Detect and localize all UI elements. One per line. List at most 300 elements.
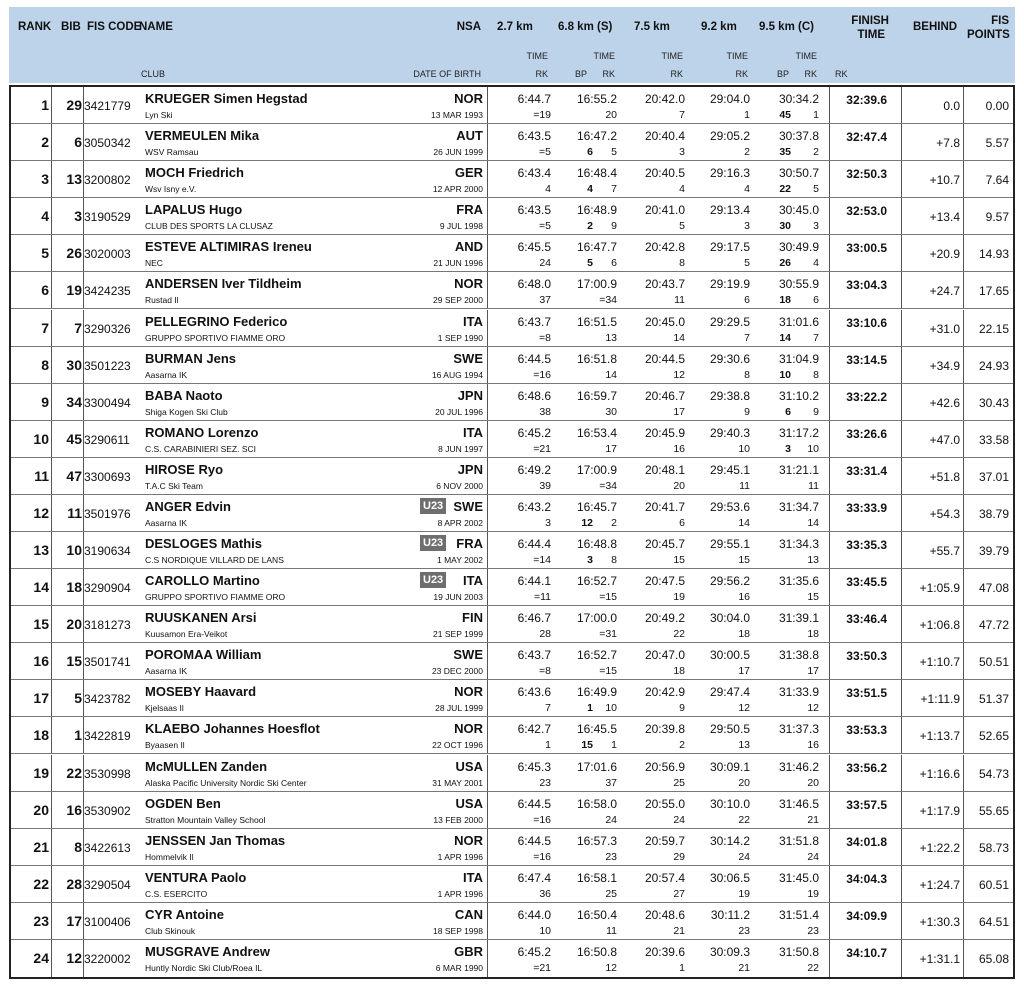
split-1-time: 6:44.5 xyxy=(517,796,551,811)
split-3-rank: 11 xyxy=(674,294,685,307)
column-divider xyxy=(901,272,902,308)
athlete-name: BURMAN Jens xyxy=(145,350,237,366)
split-2-rank: 14 xyxy=(605,368,617,381)
split-1-time: 6:45.2 xyxy=(517,944,551,959)
nation-code: FIN xyxy=(462,610,483,626)
split-3-time: 20:49.2 xyxy=(644,611,685,626)
result-row xyxy=(11,903,1013,940)
result-row xyxy=(11,421,1013,458)
result-row xyxy=(11,532,1013,569)
column-divider xyxy=(963,792,964,828)
bib-number: 8 xyxy=(74,838,82,855)
split-2-time: 16:45.7 xyxy=(576,499,617,514)
split-1-rank: =16 xyxy=(533,850,551,863)
split-1-time: 6:44.4 xyxy=(517,537,551,551)
column-divider xyxy=(901,569,902,605)
time-behind: +1:31.1 xyxy=(919,951,960,966)
result-row xyxy=(11,643,1013,680)
athlete-name: ROMANO Lorenzo xyxy=(145,424,259,440)
club-name: C.S. ESERCITO xyxy=(145,888,208,899)
split-2-time: 16:47.2 xyxy=(576,129,617,144)
split-3-time: 20:42.9 xyxy=(644,685,685,700)
split-5-time-label: TIME xyxy=(795,51,817,61)
split-2-rank: 20 xyxy=(605,109,617,121)
column-divider xyxy=(901,680,902,716)
finish-time: 33:56.2 xyxy=(846,760,887,775)
split-4-time: 30:14.2 xyxy=(709,833,750,848)
bib-number: 10 xyxy=(66,542,82,558)
athlete-name: PELLEGRINO Federico xyxy=(145,313,288,329)
split-2-rank-label: RK xyxy=(602,69,615,79)
fis-points: 65.08 xyxy=(978,951,1009,966)
finish-time: 33:33.9 xyxy=(846,500,887,515)
column-divider xyxy=(901,87,902,123)
split-1-rank: =14 xyxy=(533,554,551,566)
fis-code: 3422819 xyxy=(84,729,131,744)
split-2-rank: 17 xyxy=(605,442,617,455)
column-divider xyxy=(963,310,964,346)
bib-number: 3 xyxy=(74,208,82,225)
split-2-time: 16:58.0 xyxy=(576,796,617,811)
results-table xyxy=(9,85,1015,979)
split-4-rank: 3 xyxy=(744,220,750,233)
rank: 3 xyxy=(41,171,49,188)
split-5-time: 31:04.9 xyxy=(778,351,819,366)
split-1-rank: =8 xyxy=(539,665,551,678)
finish-time: 33:45.5 xyxy=(846,575,887,590)
time-behind: +1:10.7 xyxy=(919,655,960,670)
split-1-time: 6:43.5 xyxy=(517,129,551,144)
bib-number: 6 xyxy=(74,134,82,151)
split-2-rank: 25 xyxy=(605,887,617,900)
column-divider xyxy=(901,903,902,939)
split-4-rank: 2 xyxy=(744,146,750,159)
column-divider xyxy=(487,569,488,605)
split-3-rank: 2 xyxy=(679,739,685,752)
result-row xyxy=(11,680,1013,717)
column-divider xyxy=(487,606,488,642)
split-2-time: 16:55.2 xyxy=(576,92,617,106)
split-5-rank: 5 xyxy=(813,183,819,196)
bib-number: 29 xyxy=(66,97,82,113)
col-bib-header: BIB xyxy=(61,21,81,33)
rank: 22 xyxy=(33,875,49,892)
split-4-rank: 19 xyxy=(738,887,750,900)
column-divider xyxy=(51,606,52,642)
rank: 10 xyxy=(33,430,49,447)
split-4-time: 29:30.6 xyxy=(709,351,750,366)
club-name: GRUPPO SPORTIVO FIAMME ORO xyxy=(145,592,286,603)
split-1-time: 6:48.6 xyxy=(517,388,551,403)
column-divider xyxy=(901,347,902,383)
column-divider xyxy=(51,458,52,494)
result-row xyxy=(11,124,1013,161)
finish-rank-label: RK xyxy=(835,69,848,79)
club-name: WSV Ramsau xyxy=(145,147,199,158)
nation-code: AUT xyxy=(456,128,483,144)
split-2-time: 16:50.4 xyxy=(576,907,617,922)
column-divider xyxy=(963,272,964,308)
fis-code: 3190634 xyxy=(84,544,131,558)
rank: 5 xyxy=(41,245,49,262)
column-divider xyxy=(963,198,964,234)
col-dob-header: DATE OF BIRTH xyxy=(413,69,481,79)
split-5-rank: 10 xyxy=(807,442,819,455)
split-2-time: 17:00.9 xyxy=(576,462,617,477)
rank: 19 xyxy=(33,764,49,781)
split-3-time: 20:42.8 xyxy=(644,240,685,255)
column-divider xyxy=(487,310,488,346)
split-5-bonus-points: 14 xyxy=(779,331,791,344)
rank: 16 xyxy=(33,653,49,670)
split-2-bonus-points: 15 xyxy=(581,739,593,752)
split-5-time: 31:37.3 xyxy=(778,722,819,737)
split-5-rank: 3 xyxy=(813,220,819,233)
split-1-time-label: TIME xyxy=(526,51,548,61)
fis-points: 60.51 xyxy=(978,877,1009,892)
split-5-rank: 4 xyxy=(813,257,819,270)
column-divider xyxy=(51,903,52,939)
finish-time: 32:50.3 xyxy=(846,167,887,182)
nation-code: GER xyxy=(454,165,483,181)
date-of-birth: 16 AUG 1994 xyxy=(431,369,483,380)
fis-code: 3190529 xyxy=(84,210,131,225)
split-4-rank: 14 xyxy=(738,516,750,529)
split-3-time: 20:56.9 xyxy=(644,759,685,774)
split-2-time: 16:47.7 xyxy=(576,240,617,255)
split-1-time: 6:45.3 xyxy=(517,759,551,774)
split-2-rank: 37 xyxy=(605,776,617,789)
split-1-rank: 4 xyxy=(545,183,551,196)
split-3-header: 7.5 km xyxy=(634,21,670,33)
col-rank-header: RANK xyxy=(18,21,52,33)
col-name-header: NAME xyxy=(139,21,173,33)
column-divider xyxy=(901,829,902,865)
result-row xyxy=(11,310,1013,347)
date-of-birth: 8 APR 2002 xyxy=(437,517,483,528)
split-2-bonus-points: 3 xyxy=(587,554,593,566)
fis-points: 38.79 xyxy=(978,506,1009,521)
bib-number: 11 xyxy=(67,504,82,521)
split-2-rank: 11 xyxy=(606,924,617,937)
split-2-rank: 9 xyxy=(611,220,617,233)
rank: 9 xyxy=(41,393,49,410)
fis-points: 24.93 xyxy=(978,358,1009,373)
split-1-time: 6:43.6 xyxy=(517,685,551,700)
date-of-birth: 9 JUL 1998 xyxy=(439,221,483,232)
column-divider xyxy=(963,606,964,642)
split-4-rank: 9 xyxy=(744,405,750,418)
result-row xyxy=(11,198,1013,235)
column-divider xyxy=(963,235,964,271)
results-table-header xyxy=(9,7,1015,83)
split-2-rank: 2 xyxy=(611,516,617,529)
column-divider xyxy=(51,866,52,902)
split-2-time: 16:48.4 xyxy=(576,166,617,181)
split-2-rank: 10 xyxy=(605,702,617,715)
fis-points: 54.73 xyxy=(978,766,1009,781)
column-divider xyxy=(51,272,52,308)
split-1-time: 6:44.0 xyxy=(517,907,551,922)
bib-number: 13 xyxy=(66,171,82,188)
club-name: C.S. CARABINIERI SEZ. SCI xyxy=(145,443,256,454)
rank: 6 xyxy=(41,282,49,299)
split-3-time: 20:41.0 xyxy=(644,203,685,218)
club-name: Hommelvik Il xyxy=(145,851,194,862)
split-1-time: 6:47.4 xyxy=(517,870,551,885)
split-3-rank: 20 xyxy=(673,479,685,492)
split-3-rank: 27 xyxy=(673,887,685,900)
split-4-rank: 1 xyxy=(744,109,750,121)
fis-points: 17.65 xyxy=(978,284,1009,299)
fis-points: 55.65 xyxy=(978,803,1009,818)
club-name: Huntly Nordic Ski Club/Roea IL xyxy=(145,962,263,973)
split-4-rank: 17 xyxy=(738,665,750,678)
split-5-rank: 19 xyxy=(807,887,819,900)
time-behind: +1:11.9 xyxy=(920,692,960,707)
split-4-rank: 10 xyxy=(738,442,750,455)
finish-time: 33:10.6 xyxy=(846,315,887,330)
split-2-time: 16:57.3 xyxy=(576,833,617,848)
athlete-name: CAROLLO Martino xyxy=(145,573,260,589)
nation-code: SWE xyxy=(453,350,483,366)
split-4-rank-label: RK xyxy=(735,69,748,79)
column-divider xyxy=(487,792,488,828)
split-2-header: 6.8 km (S) xyxy=(558,21,613,33)
finish-time: 34:10.7 xyxy=(846,945,887,960)
club-name: Rustad Il xyxy=(145,295,179,306)
nation-code: USA xyxy=(455,795,483,811)
split-1-rank: 28 xyxy=(539,628,551,641)
rank: 15 xyxy=(33,616,49,633)
finish-time: 33:31.4 xyxy=(846,463,887,478)
split-2-rank: 5 xyxy=(611,146,617,159)
club-name: GRUPPO SPORTIVO FIAMME ORO xyxy=(145,332,286,343)
column-divider xyxy=(51,310,52,346)
nation-code: NOR xyxy=(454,91,483,106)
club-name: NEC xyxy=(145,258,163,269)
split-1-rank: 39 xyxy=(539,479,551,492)
split-5-time: 31:35.6 xyxy=(778,574,819,589)
split-1-time: 6:45.5 xyxy=(517,240,551,255)
fis-code: 3300494 xyxy=(84,395,131,410)
split-3-time: 20:46.7 xyxy=(644,388,685,403)
split-1-time: 6:44.5 xyxy=(517,833,551,848)
fis-code: 3100406 xyxy=(84,914,131,929)
split-5-rank: 16 xyxy=(807,739,819,752)
split-3-rank: 8 xyxy=(679,257,685,270)
fis-code: 3220002 xyxy=(84,951,131,966)
split-3-rank: 21 xyxy=(673,924,685,937)
split-5-bonus-points: 18 xyxy=(779,294,791,307)
column-divider xyxy=(901,384,902,420)
fis-code: 3423782 xyxy=(84,692,131,707)
column-divider xyxy=(901,161,902,197)
club-name: Kuusamon Era-Veikot xyxy=(145,629,228,640)
column-divider xyxy=(487,495,488,531)
split-4-rank: 16 xyxy=(738,591,750,604)
split-3-time: 20:59.7 xyxy=(644,833,685,848)
club-name: Aasarna IK xyxy=(145,666,188,677)
athlete-name: JENSSEN Jan Thomas xyxy=(145,832,286,848)
split-3-rank: 4 xyxy=(679,183,685,196)
athlete-name: KLAEBO Johannes Hoesflot xyxy=(145,721,320,737)
column-divider xyxy=(901,235,902,271)
col-behind-header: BEHIND xyxy=(913,21,958,33)
rank: 13 xyxy=(33,542,49,558)
club-name: Club Skinouk xyxy=(145,925,196,936)
col-finish-header: FINISH xyxy=(851,15,889,27)
bib-number: 28 xyxy=(66,875,82,892)
split-4-time: 30:09.1 xyxy=(709,759,750,774)
split-1-rank: 10 xyxy=(539,924,551,937)
column-divider xyxy=(901,495,902,531)
split-3-rank: 12 xyxy=(673,368,685,381)
column-divider xyxy=(487,829,488,865)
result-row xyxy=(11,829,1013,866)
split-2-time: 16:52.7 xyxy=(576,574,617,589)
fis-code: 3181273 xyxy=(84,618,131,633)
rank: 18 xyxy=(33,727,49,744)
split-2-bonus-points: 12 xyxy=(581,516,593,529)
split-2-rank: 12 xyxy=(605,961,617,974)
athlete-name: VERMEULEN Mika xyxy=(145,128,260,144)
column-divider xyxy=(901,421,902,457)
split-5-rank: 7 xyxy=(813,331,819,344)
finish-time: 33:50.3 xyxy=(846,649,887,664)
split-3-time: 20:43.7 xyxy=(644,277,685,292)
column-divider xyxy=(963,903,964,939)
time-behind: +51.8 xyxy=(929,469,960,484)
date-of-birth: 12 APR 2000 xyxy=(432,184,483,195)
finish-time: 32:39.6 xyxy=(846,93,887,107)
bib-number: 45 xyxy=(66,430,82,447)
column-divider xyxy=(51,680,52,716)
column-divider xyxy=(901,310,902,346)
split-3-rank: 22 xyxy=(673,628,685,641)
finish-time: 33:51.5 xyxy=(846,686,887,701)
split-1-time: 6:44.7 xyxy=(517,92,551,106)
split-2-rank: =15 xyxy=(599,665,617,678)
split-4-header: 9.2 km xyxy=(701,21,737,33)
club-name: Stratton Mountain Valley School xyxy=(145,814,266,825)
finish-time: 33:14.5 xyxy=(846,352,887,367)
fis-code: 3501741 xyxy=(84,655,131,670)
split-4-rank: 4 xyxy=(744,183,750,196)
club-name: C.S NORDIQUE VILLARD DE LANS xyxy=(145,555,284,565)
rank: 24 xyxy=(33,949,49,966)
column-divider xyxy=(51,235,52,271)
split-3-rank: 18 xyxy=(673,665,685,678)
column-divider xyxy=(51,161,52,197)
split-5-time: 31:34.3 xyxy=(778,537,819,551)
nation-code: NOR xyxy=(454,832,483,848)
bib-number: 1 xyxy=(74,727,82,744)
result-row xyxy=(11,161,1013,198)
finish-time: 33:53.3 xyxy=(846,723,887,738)
split-2-time: 16:48.8 xyxy=(576,537,617,551)
column-divider xyxy=(51,940,52,977)
split-1-rank: 37 xyxy=(539,294,551,307)
split-1-time: 6:42.7 xyxy=(517,722,551,737)
date-of-birth: 20 JUL 1996 xyxy=(435,406,483,417)
split-4-rank: 12 xyxy=(738,702,750,715)
split-5-time: 31:39.1 xyxy=(778,611,819,626)
split-4-time: 30:11.2 xyxy=(710,907,750,922)
column-divider xyxy=(487,161,488,197)
fis-code: 3020003 xyxy=(84,247,131,262)
result-row xyxy=(11,755,1013,792)
column-divider xyxy=(487,124,488,160)
time-behind: +1:17.9 xyxy=(919,803,960,818)
column-divider xyxy=(963,421,964,457)
rank: 8 xyxy=(41,356,49,373)
time-behind: +24.7 xyxy=(929,284,960,299)
split-3-rank: 3 xyxy=(679,146,685,159)
column-divider xyxy=(487,421,488,457)
bib-number: 22 xyxy=(66,764,82,781)
column-divider xyxy=(963,829,964,865)
split-3-rank-label: RK xyxy=(670,69,683,79)
column-divider xyxy=(963,717,964,753)
split-5-time: 31:34.7 xyxy=(778,499,819,514)
athlete-name: MOCH Friedrich xyxy=(145,165,244,181)
finish-time: 33:00.5 xyxy=(846,241,887,256)
split-4-time: 30:00.5 xyxy=(709,648,750,663)
col-fis-points-header-line2: POINTS xyxy=(967,29,1010,41)
split-1-time: 6:44.1 xyxy=(517,574,551,589)
column-divider xyxy=(963,940,964,977)
split-2-time: 16:49.9 xyxy=(576,685,617,700)
finish-time: 32:53.0 xyxy=(846,204,887,219)
nation-code: JPN xyxy=(457,387,483,403)
split-2-rank: =34 xyxy=(599,479,617,492)
result-row xyxy=(11,272,1013,309)
split-4-rank: 13 xyxy=(738,739,750,752)
split-5-rank: 17 xyxy=(807,665,819,678)
split-5-rank: 24 xyxy=(807,850,819,863)
column-divider xyxy=(901,755,902,791)
column-divider xyxy=(487,272,488,308)
split-3-rank: 25 xyxy=(673,776,685,789)
nation-code: SWE xyxy=(453,498,483,514)
split-4-time: 30:04.0 xyxy=(709,611,750,626)
time-behind: +34.9 xyxy=(929,358,960,373)
column-divider xyxy=(51,421,52,457)
fis-points: 58.73 xyxy=(978,840,1009,855)
split-2-time-label: TIME xyxy=(593,51,615,61)
column-divider xyxy=(487,347,488,383)
split-1-time: 6:43.7 xyxy=(517,648,551,663)
finish-time: 34:01.8 xyxy=(846,834,887,849)
column-divider xyxy=(901,866,902,902)
time-behind: +31.0 xyxy=(929,321,960,336)
split-3-rank: 9 xyxy=(679,702,685,715)
date-of-birth: 29 SEP 2000 xyxy=(433,295,483,306)
fis-points: 50.51 xyxy=(978,655,1009,670)
split-3-rank: 16 xyxy=(673,442,685,455)
split-4-rank: 15 xyxy=(738,554,750,566)
date-of-birth: 26 JUN 1999 xyxy=(433,147,483,158)
finish-time: 33:35.3 xyxy=(846,538,887,552)
split-5-rank-label: RK xyxy=(804,69,817,79)
date-of-birth: 1 APR 1996 xyxy=(437,888,483,899)
column-divider xyxy=(963,87,964,123)
date-of-birth: 18 SEP 1998 xyxy=(433,925,483,936)
split-4-rank: 21 xyxy=(738,961,750,974)
column-divider xyxy=(963,866,964,902)
bib-number: 47 xyxy=(66,467,82,484)
